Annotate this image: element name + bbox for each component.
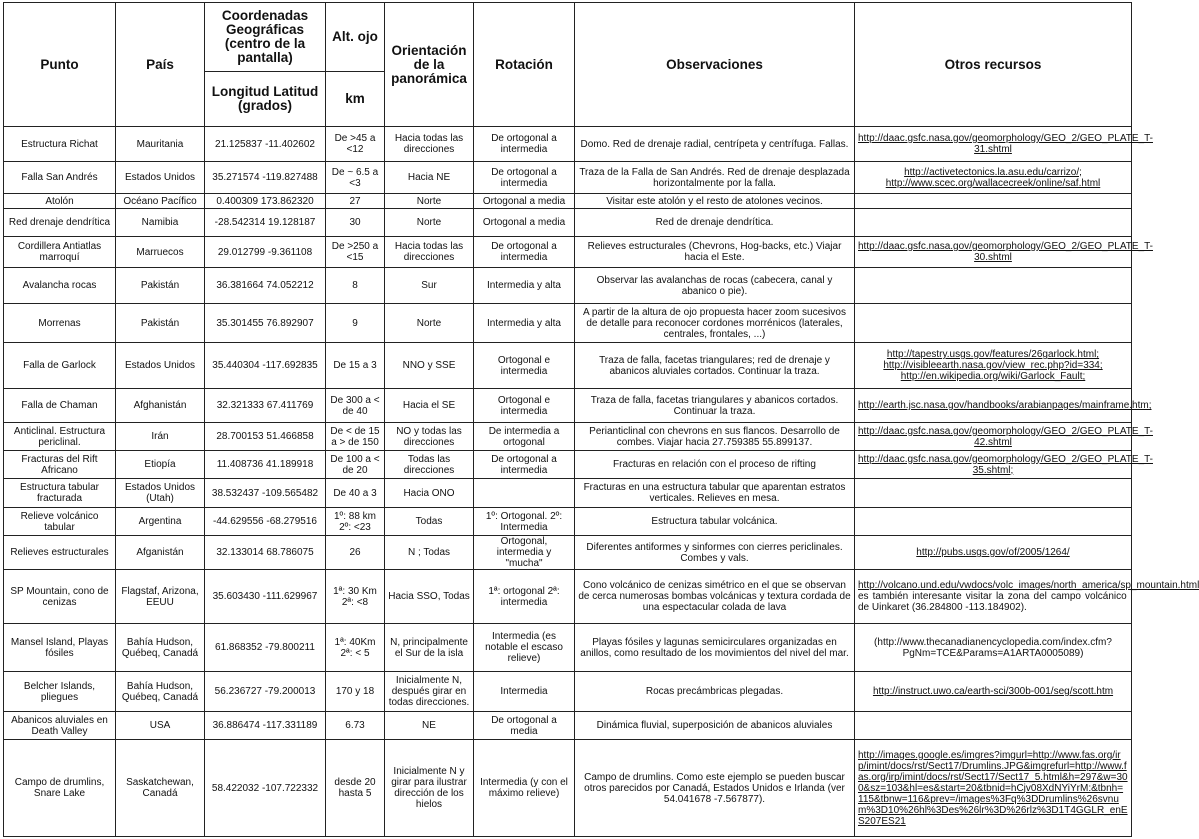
- cell-orient: N, principalmente el Sur de la isla: [385, 624, 474, 672]
- cell-obs: Estructura tabular volcánica.: [575, 508, 855, 536]
- table-row: [4, 389, 1132, 423]
- recurso-link[interactable]: http://volcano.und.edu/vwdocs/volc_images/north_america/sp_mountain.html: [858, 580, 1199, 591]
- cell-alt: 1ª: 30 Km 2ª: <8: [326, 570, 385, 624]
- cell-pais: Saskatchewan, Canadá: [116, 740, 205, 837]
- table-row: [4, 570, 1132, 624]
- cell-recurso-link[interactable]: http://earth.jsc.nasa.gov/handbooks/arabianpages/mainframe.htm;: [855, 389, 1132, 423]
- header-pais: País: [116, 3, 205, 127]
- cell-recurso-link[interactable]: http://instruct.uwo.ca/earth-sci/300b-001/seg/scott.htm: [855, 672, 1132, 712]
- cell-orient: Hacia el SE: [385, 389, 474, 423]
- recurso-note: es también interesante visitar la zona del campo volcánico de Uinkaret (36.284800 -113.184902).: [858, 591, 1127, 613]
- cell-pais: Etiopía: [116, 451, 205, 479]
- header-punto: Punto: [4, 3, 116, 127]
- cell-obs: Cono volcánico de cenizas simétrico en el que se observan de cerca numerosas bombas volcánicas y textura cordada de una espectacular colada de lava: [575, 570, 855, 624]
- header-km: km: [326, 72, 385, 127]
- cell-coords: 11.408736 41.189918: [205, 451, 326, 479]
- header-otros-recursos: Otros recursos: [855, 3, 1132, 127]
- cell-orient: Hacia ONO: [385, 479, 474, 508]
- cell-punto: Belcher Islands, pliegues: [4, 672, 116, 712]
- cell-punto: Abanicos aluviales en Death Valley: [4, 712, 116, 740]
- cell-alt: 1ª: 40Km 2ª: < 5: [326, 624, 385, 672]
- cell-obs: A partir de la altura de ojo propuesta hacer zoom sucesivos de detalle para reconocer cordones morrénicos (laterales, centrales, frontales, ...): [575, 304, 855, 343]
- cell-recurso-link[interactable]: http://tapestry.usgs.gov/features/26garlock.html; http://visibleearth.nasa.gov/view_rec.php?id=334; http://en.wikipedia.org/wiki/Garlock_Fault;: [855, 343, 1132, 389]
- cell-coords: -44.629556 -68.279516: [205, 508, 326, 536]
- cell-punto: Relieves estructurales: [4, 536, 116, 570]
- cell-obs: Rocas precámbricas plegadas.: [575, 672, 855, 712]
- cell-pais: Estados Unidos: [116, 162, 205, 194]
- cell-punto: Estructura tabular fracturada: [4, 479, 116, 508]
- cell-punto: SP Mountain, cono de cenizas: [4, 570, 116, 624]
- header-coordenadas: Coordenadas Geográficas (centro de la pantalla): [205, 3, 326, 72]
- cell-alt: De 100 a < de 20: [326, 451, 385, 479]
- cell-orient: Hacia todas las direcciones: [385, 127, 474, 162]
- cell-pais: Estados Unidos: [116, 343, 205, 389]
- cell-coords: 38.532437 -109.565482: [205, 479, 326, 508]
- table-row: [4, 536, 1132, 570]
- cell-orient: Norte: [385, 304, 474, 343]
- cell-recurso[interactable]: (http://www.thecanadianencyclopedia.com/index.cfm?PgNm=TCE&Params=A1ARTA0005089): [855, 624, 1132, 672]
- table-row: [4, 423, 1132, 451]
- cell-orient: Inicialmente N y girar para ilustrar dirección de los hielos: [385, 740, 474, 837]
- cell-pais: Flagstaf, Arizona, EEUU: [116, 570, 205, 624]
- cell-obs: Red de drenaje dendrítica.: [575, 209, 855, 237]
- cell-recurso: [855, 209, 1132, 237]
- header-orientacion: Orientación de la panorámica: [385, 3, 474, 127]
- cell-alt: desde 20 hasta 5: [326, 740, 385, 837]
- cell-rot: Intermedia y alta: [474, 304, 575, 343]
- cell-obs: Playas fósiles y lagunas semicirculares organizadas en anillos, como resultado de los movimientos del nivel del mar.: [575, 624, 855, 672]
- table-row: [4, 479, 1132, 508]
- cell-orient: Hacia NE: [385, 162, 474, 194]
- cell-pais: Afganistán: [116, 536, 205, 570]
- cell-recurso: [855, 304, 1132, 343]
- cell-alt: 27: [326, 194, 385, 209]
- table-row: [4, 508, 1132, 536]
- cell-orient: NNO y SSE: [385, 343, 474, 389]
- cell-rot: 1ª: ortogonal 2ª: intermedia: [474, 570, 575, 624]
- header-alt-ojo: Alt. ojo: [326, 3, 385, 72]
- cell-punto: Avalancha rocas: [4, 268, 116, 304]
- cell-punto: Falla de Chaman: [4, 389, 116, 423]
- cell-recurso-link[interactable]: http://activetectonics.la.asu.edu/carrizo/; http://www.scec.org/wallacecreek/online/saf.html: [855, 162, 1132, 194]
- cell-obs: Diferentes antiformes y sinformes con cierres periclinales. Combes y vals.: [575, 536, 855, 570]
- cell-punto: Red drenaje dendrítica: [4, 209, 116, 237]
- cell-alt: De ~ 6.5 a <3: [326, 162, 385, 194]
- table-row: [4, 162, 1132, 194]
- cell-recurso: [855, 479, 1132, 508]
- cell-obs: Relieves estructurales (Chevrons, Hog-backs, etc.) Viajar hacia el Este.: [575, 237, 855, 268]
- cell-coords: 35.271574 -119.827488: [205, 162, 326, 194]
- cell-recurso: [855, 570, 1199, 624]
- cell-pais: Irán: [116, 423, 205, 451]
- cell-pais: Namibia: [116, 209, 205, 237]
- cell-rot: Ortogonal a media: [474, 194, 575, 209]
- cell-obs: Traza de falla, facetas triangulares; red de drenaje y abanicos aluviales cortados. Continuar la traza.: [575, 343, 855, 389]
- cell-recurso: [855, 712, 1132, 740]
- cell-coords: 29.012799 -9.361108: [205, 237, 326, 268]
- cell-rot: De ortogonal a intermedia: [474, 237, 575, 268]
- cell-obs: Domo. Red de drenaje radial, centrípeta y centrífuga. Fallas.: [575, 127, 855, 162]
- cell-punto: Relieve volcánico tabular: [4, 508, 116, 536]
- cell-rot: Intermedia: [474, 672, 575, 712]
- cell-alt: 1º: 88 km 2º: <23: [326, 508, 385, 536]
- cell-alt: 30: [326, 209, 385, 237]
- cell-rot: De ortogonal a intermedia: [474, 127, 575, 162]
- cell-alt: 170 y 18: [326, 672, 385, 712]
- cell-punto: Anticlinal. Estructura periclinal.: [4, 423, 116, 451]
- cell-rot: De intermedia a ortogonal: [474, 423, 575, 451]
- table-row: [4, 127, 1132, 162]
- table-row: [4, 237, 1132, 268]
- table-row: [4, 194, 1132, 209]
- cell-punto: Mansel Island, Playas fósiles: [4, 624, 116, 672]
- cell-recurso-link[interactable]: http://daac.gsfc.nasa.gov/geomorphology/GEO_2/GEO_PLATE_T-42.shtml: [855, 423, 1132, 451]
- cell-coords: 32.133014 68.786075: [205, 536, 326, 570]
- cell-alt: De >250 a <15: [326, 237, 385, 268]
- table-row: [4, 304, 1132, 343]
- cell-orient: Norte: [385, 209, 474, 237]
- cell-obs: Traza de falla, facetas triangulares y abanicos cortados. Continuar la traza.: [575, 389, 855, 423]
- cell-orient: Norte: [385, 194, 474, 209]
- cell-orient: N ; Todas: [385, 536, 474, 570]
- cell-coords: 28.700153 51.466858: [205, 423, 326, 451]
- cell-orient: Hacia todas las direcciones: [385, 237, 474, 268]
- cell-pais: Océano Pacífico: [116, 194, 205, 209]
- cell-obs: Fracturas en relación con el proceso de rifting: [575, 451, 855, 479]
- cell-rot: Ortogonal, intermedia y "mucha": [474, 536, 575, 570]
- cell-coords: 36.381664 74.052212: [205, 268, 326, 304]
- header-rotacion: Rotación: [474, 3, 575, 127]
- cell-pais: Argentina: [116, 508, 205, 536]
- cell-alt: De >45 a <12: [326, 127, 385, 162]
- cell-pais: Bahía Hudson, Québeq, Canadá: [116, 672, 205, 712]
- cell-alt: 8: [326, 268, 385, 304]
- cell-obs: Dinámica fluvial, superposición de abanicos aluviales: [575, 712, 855, 740]
- cell-recurso-link[interactable]: http://pubs.usgs.gov/of/2005/1264/: [855, 536, 1132, 570]
- cell-pais: Marruecos: [116, 237, 205, 268]
- cell-alt: De 40 a 3: [326, 479, 385, 508]
- cell-alt: De < de 15 a > de 150: [326, 423, 385, 451]
- cell-punto: Campo de drumlins, Snare Lake: [4, 740, 116, 837]
- cell-punto: Atolón: [4, 194, 116, 209]
- table-row: [4, 740, 1132, 837]
- cell-obs: Observar las avalanchas de rocas (cabecera, canal y abanico o pie).: [575, 268, 855, 304]
- cell-coords: 0.400309 173.862320: [205, 194, 326, 209]
- cell-punto: Falla San Andrés: [4, 162, 116, 194]
- cell-punto: Fracturas del Rift Africano: [4, 451, 116, 479]
- cell-rot: Intermedia y alta: [474, 268, 575, 304]
- table-row: [4, 209, 1132, 237]
- cell-coords: 61.868352 -79.800211: [205, 624, 326, 672]
- cell-coords: 32.321333 67.411769: [205, 389, 326, 423]
- cell-rot: Ortogonal e intermedia: [474, 389, 575, 423]
- cell-punto: Cordillera Antiatlas marroquí: [4, 237, 116, 268]
- cell-rot: De ortogonal a intermedia: [474, 162, 575, 194]
- cell-orient: Inicialmente N, después girar en todas direcciones.: [385, 672, 474, 712]
- cell-recurso: [855, 268, 1132, 304]
- cell-alt: 9: [326, 304, 385, 343]
- cell-punto: Estructura Richat: [4, 127, 116, 162]
- cell-coords: 35.440304 -117.692835: [205, 343, 326, 389]
- cell-pais: Pakistán: [116, 268, 205, 304]
- header-observaciones: Observaciones: [575, 3, 855, 127]
- cell-obs: Fracturas en una estructura tabular que aparentan estratos verticales. Relieves en mesa.: [575, 479, 855, 508]
- cell-recurso-link[interactable]: http://daac.gsfc.nasa.gov/geomorphology/GEO_2/GEO_PLATE_T-35.shtml;: [855, 451, 1132, 479]
- cell-coords: 35.301455 76.892907: [205, 304, 326, 343]
- cell-orient: Todas las direcciones: [385, 451, 474, 479]
- cell-alt: De 300 a < de 40: [326, 389, 385, 423]
- table-row: [4, 672, 1132, 712]
- cell-rot: Ortogonal a media: [474, 209, 575, 237]
- cell-rot: De ortogonal a media: [474, 712, 575, 740]
- cell-orient: Hacia SSO, Todas: [385, 570, 474, 624]
- cell-rot: De ortogonal a intermedia: [474, 451, 575, 479]
- cell-orient: Sur: [385, 268, 474, 304]
- cell-orient: Todas: [385, 508, 474, 536]
- cell-rot: Intermedia (y con el máximo relieve): [474, 740, 575, 837]
- cell-alt: De 15 a 3: [326, 343, 385, 389]
- cell-coords: 58.422032 -107.722332: [205, 740, 326, 837]
- cell-pais: USA: [116, 712, 205, 740]
- cell-coords: 35.603430 -111.629967: [205, 570, 326, 624]
- cell-alt: 6.73: [326, 712, 385, 740]
- cell-obs: Campo de drumlins. Como este ejemplo se pueden buscar otros parecidos por Canadá, Estados Unidos e Irlanda (ver 54.041678 -7.567877).: [575, 740, 855, 837]
- cell-obs: Traza de la Falla de San Andrés. Red de drenaje desplazada horizontalmente por la falla.: [575, 162, 855, 194]
- cell-orient: NO y todas las direcciones: [385, 423, 474, 451]
- cell-coords: -28.542314 19.128187: [205, 209, 326, 237]
- cell-rot: Intermedia (es notable el escaso relieve): [474, 624, 575, 672]
- cell-recurso-link[interactable]: http://daac.gsfc.nasa.gov/geomorphology/GEO_2/GEO_PLATE_T-31.shtml: [855, 127, 1132, 162]
- cell-recurso: [855, 508, 1132, 536]
- cell-coords: 21.125837 -11.402602: [205, 127, 326, 162]
- cell-punto: Falla de Garlock: [4, 343, 116, 389]
- cell-pais: Estados Unidos (Utah): [116, 479, 205, 508]
- cell-pais: Mauritania: [116, 127, 205, 162]
- geomorphology-table-page: [3, 2, 1199, 837]
- cell-obs: Visitar este atolón y el resto de atolones vecinos.: [575, 194, 855, 209]
- table-row: [4, 624, 1132, 672]
- table-row: [4, 343, 1132, 389]
- cell-rot: [474, 479, 575, 508]
- points-table: [3, 2, 1199, 837]
- table-row: [4, 451, 1132, 479]
- cell-pais: Bahía Hudson, Québeq, Canadá: [116, 624, 205, 672]
- header-long-lat: Longitud Latitud (grados): [205, 72, 326, 127]
- table-row: [4, 712, 1132, 740]
- cell-punto: Morrenas: [4, 304, 116, 343]
- table-row: [4, 268, 1132, 304]
- cell-recurso-link[interactable]: http://images.google.es/imgres?imgurl=http://www.fas.org/irp/imint/docs/rst/Sect17/Drumlins.JPG&imgrefurl=http://www.fas.org/irp/imint/docs/rst/Sect17/Sect17_5.html&h=297&w=300&sz=103&hl=es&start=20&tbnid=hCjv08XdNYiYrM:&tbnh=115&tbnw=116&prev=/images%3Fq%3DDrumlins%26svnum%3D10%26hl%3Des%26lr%3D%26rlz%3D1T4GGLR_enES207ES21: [855, 740, 1132, 837]
- cell-pais: Afghanistán: [116, 389, 205, 423]
- cell-coords: 36.886474 -117.331189: [205, 712, 326, 740]
- cell-obs: Perianticlinal con chevrons en sus flancos. Desarrollo de combes. Viajar hacia 27.759385 55.899137.: [575, 423, 855, 451]
- cell-recurso: [855, 194, 1132, 209]
- cell-coords: 56.236727 -79.200013: [205, 672, 326, 712]
- header-row-top: [4, 3, 1132, 72]
- cell-rot: Ortogonal e intermedia: [474, 343, 575, 389]
- cell-rot: 1º: Ortogonal. 2º: Intermedia: [474, 508, 575, 536]
- cell-orient: NE: [385, 712, 474, 740]
- cell-pais: Pakistán: [116, 304, 205, 343]
- cell-alt: 26: [326, 536, 385, 570]
- cell-recurso-link[interactable]: http://daac.gsfc.nasa.gov/geomorphology/GEO_2/GEO_PLATE_T-30.shtml: [855, 237, 1132, 268]
